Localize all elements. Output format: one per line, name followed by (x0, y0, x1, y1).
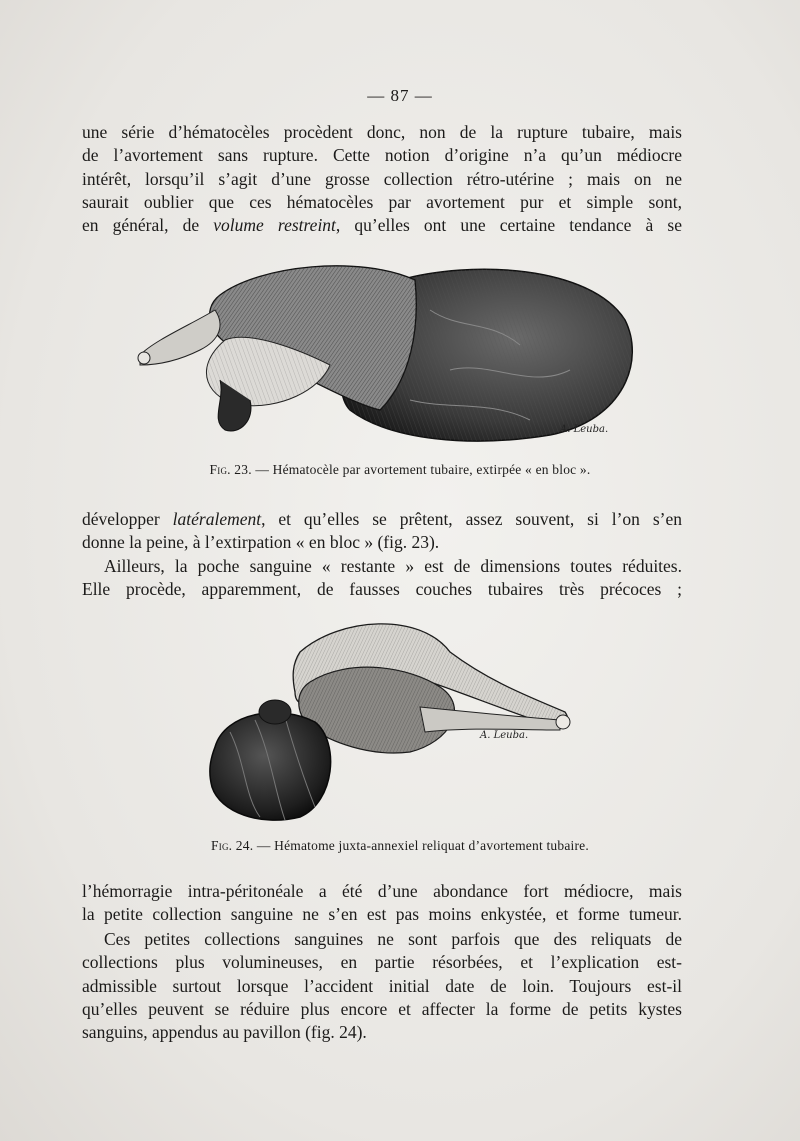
text-line: de l’avortement sans rupture. Cette notion d’origine n’a qu’un médiocre (82, 145, 682, 166)
figure-label: Fig. 24. (211, 838, 254, 853)
text-line: collections plus volumineuses, en partie résorbées, et l’explication est- (82, 952, 682, 973)
figure-23-caption (0, 462, 800, 478)
text-line: une série d’hématocèles procèdent donc, non de la rupture tubaire, mais (82, 122, 682, 142)
figure-24-caption (0, 838, 800, 854)
text-fragment: , qu’elles ont une certaine tendance à se (335, 215, 683, 236)
text-fragment: développer (82, 509, 173, 529)
artist-signature: A. Leuba. (560, 424, 609, 435)
figure-24-illustration (200, 612, 580, 827)
figure-label: Fig. 23. (209, 462, 252, 477)
text-line (82, 508, 682, 531)
paragraph-3 (82, 880, 682, 927)
text-line: intérêt, lorsqu’il s’agit d’une grosse collection rétro-utérine ; mais on ne (82, 168, 682, 189)
page-number: — 87 — (367, 86, 433, 105)
text-line (82, 214, 682, 237)
figure-23-illustration (130, 250, 640, 450)
text-line: qu’elles peuvent se réduire plus encore et affecter la forme de petits kystes (82, 998, 682, 1019)
text-fragment: , et qu’elles se prêtent, assez souvent, si l’on s’en (261, 509, 682, 529)
artist-signature: A. Leuba. (480, 730, 529, 741)
text-line: la petite collection sanguine ne s’en est pas moins enkystée, et forme tumeur. (82, 904, 682, 925)
italic-text: volume restreint (213, 215, 336, 236)
text-line: donne la peine, à l’extirpation « en bloc » (fig. 23). (82, 532, 440, 553)
paragraph-4 (82, 928, 682, 1044)
caption-text: — Hématome juxta-annexiel reliquat d’avortement tubaire. (256, 838, 589, 853)
text-line: Ailleurs, la poche sanguine « restante » est de dimensions toutes réduites. (104, 555, 682, 576)
text-line: Elle procède, apparemment, de fausses couches tubaires très précoces ; (82, 578, 682, 599)
text-line: sanguins, appendus au pavillon (fig. 24). (82, 1022, 367, 1043)
italic-text: latéralement (172, 509, 262, 529)
caption-text: — Hématocèle par avortement tubaire, extirpée « en bloc ». (255, 462, 591, 477)
text-line: Ces petites collections sanguines ne sont parfois que des reliquats de (104, 929, 682, 949)
text-fragment: en général, de (82, 215, 200, 236)
paragraph-1 (82, 121, 682, 237)
text-line: saurait oublier que ces hématocèles par avortement pur et simple sont, (82, 191, 682, 212)
paragraph-2 (82, 508, 682, 601)
text-line: admissible surtout lorsque l’accident initial date de loin. Toujours est-il (82, 975, 682, 996)
text-line: l’hémorragie intra-péritonéale a été d’une abondance fort médiocre, mais (82, 881, 682, 901)
